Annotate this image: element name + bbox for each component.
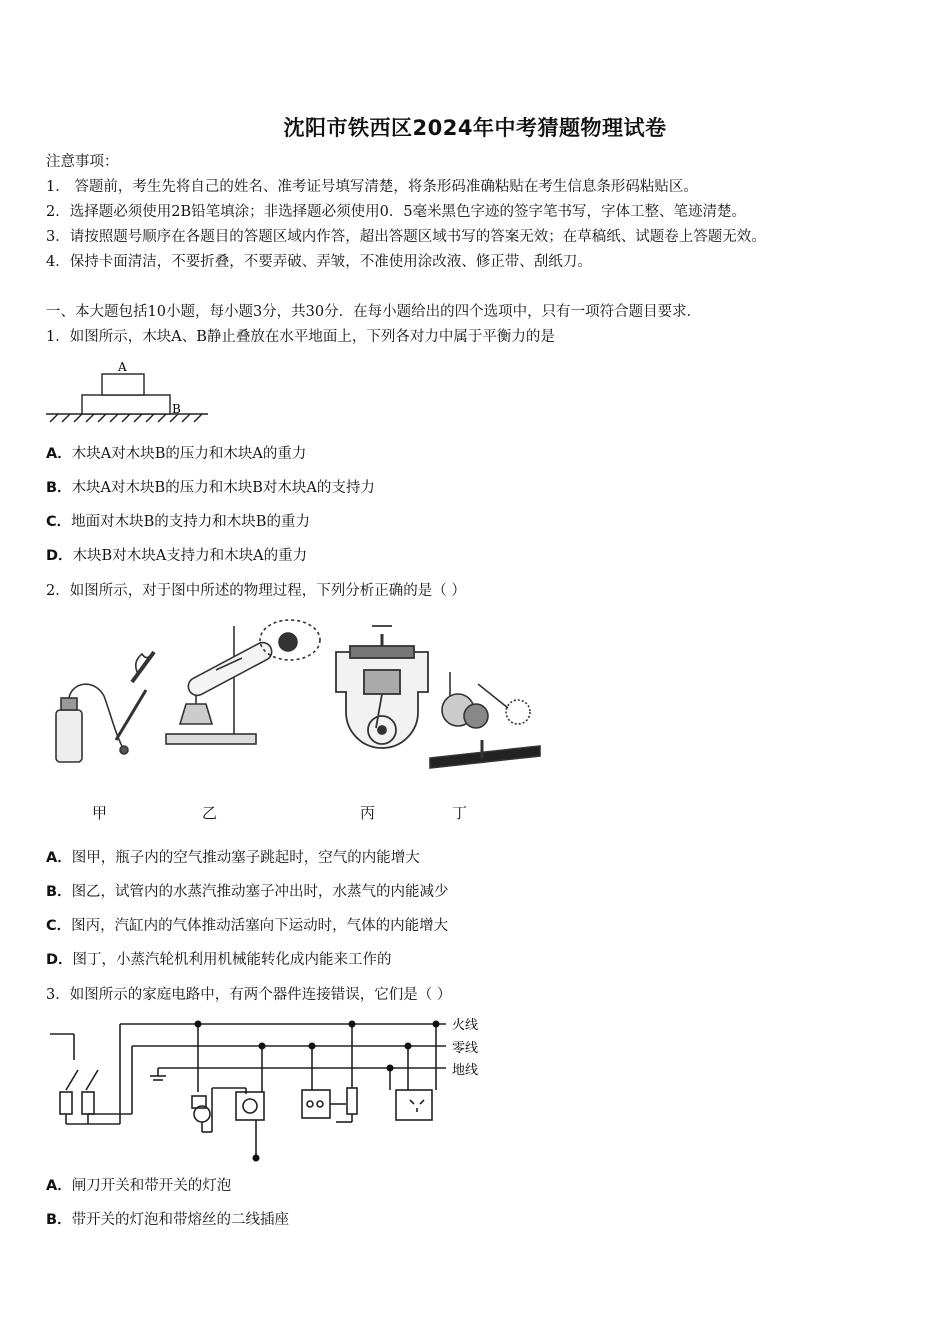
q1-option-b: B．木块A对木块B的压力和木块B对木块A的支持力: [46, 480, 375, 496]
question-2-stem: 2．如图所示，对于图中所述的物理过程，下列分析正确的是（ ）: [46, 583, 466, 599]
question-3-stem: 3．如图所示的家庭电路中，有两个器件连接错误，它们是（ ）: [46, 987, 452, 1003]
live-wire-label: 火线: [452, 1018, 479, 1033]
q3-option-a: A．闸刀开关和带开关的灯泡: [46, 1178, 232, 1194]
figure-label-jia: 甲: [92, 804, 108, 822]
steam-turbine-illustration: [430, 672, 540, 768]
bottle-pump-illustration: [56, 652, 154, 762]
ground-wire-label: 地线: [452, 1063, 479, 1078]
q2-option-d: D．图丁，小蒸汽轮机利用机械能转化成内能来工作的: [46, 952, 392, 968]
notes-item: 4．保持卡面清洁，不要折叠，不要弄破、弄皱，不准使用涂改液、修正带、刮纸刀。: [46, 254, 592, 270]
q1-block-figure: [44, 356, 214, 426]
q3-option-b: B．带开关的灯泡和带熔丝的二线插座: [46, 1212, 290, 1228]
engine-illustration: [336, 626, 428, 748]
neutral-wire-label: 零线: [452, 1041, 479, 1056]
notes-heading: 注意事项：: [46, 154, 119, 170]
test-tube-illustration: [166, 620, 320, 744]
q2-option-b: B．图乙，试管内的水蒸汽推动塞子冲出时，水蒸气的内能减少: [46, 884, 449, 900]
block-a: [102, 374, 144, 395]
figure-label-bing: 丙: [360, 804, 376, 822]
q1-option-a: A．木块A对木块B的压力和木块A的重力: [46, 446, 307, 462]
question-1-stem: 1．如图所示，木块A、B静止叠放在水平地面上，下列各对力中属于平衡力的是: [46, 329, 555, 345]
section-heading: 一、本大题包括10小题，每小题3分，共30分．在每小题给出的四个选项中，只有一项符合题目要求．: [46, 304, 702, 320]
circuit-wires: [50, 1024, 446, 1158]
ground: [46, 414, 208, 422]
q2-option-c: C．图丙，汽缸内的气体推动活塞向下运动时，气体的内能增大: [46, 918, 449, 934]
q2-option-a: A．图甲，瓶子内的空气推动塞子跳起时，空气的内能增大: [46, 850, 420, 866]
notes-item: 1． 答题前，考生先将自己的姓名、准考证号填写清楚，将条形码准确粘贴在考生信息条形码粘贴区。: [46, 179, 698, 195]
figure-label-ding: 丁: [452, 804, 468, 822]
q1-option-d: D．木块B对木块A支持力和木块A的重力: [46, 548, 308, 564]
page-title: 沈阳市铁西区2024年中考猜题物理试卷: [283, 116, 667, 140]
label-a: A: [118, 360, 127, 374]
q3-circuit-figure: [46, 1012, 496, 1162]
block-b: [82, 395, 170, 414]
notes-item: 3．请按照题号顺序在各题目的答题区域内作答，超出答题区域书写的答案无效；在草稿纸、试题卷上答题无效。: [46, 229, 766, 245]
notes-item: 2．选择题必须使用2B铅笔填涂；非选择题必须使用0．5毫米黑色字迹的签字笔书写，字体工整、笔迹清楚。: [46, 204, 747, 220]
junction-dots: [195, 1021, 440, 1162]
q2-experiments-figure: [46, 612, 546, 772]
label-b: B: [172, 402, 181, 416]
q1-option-c: C．地面对木块B的支持力和木块B的重力: [46, 514, 310, 530]
figure-label-yi: 乙: [202, 804, 218, 822]
